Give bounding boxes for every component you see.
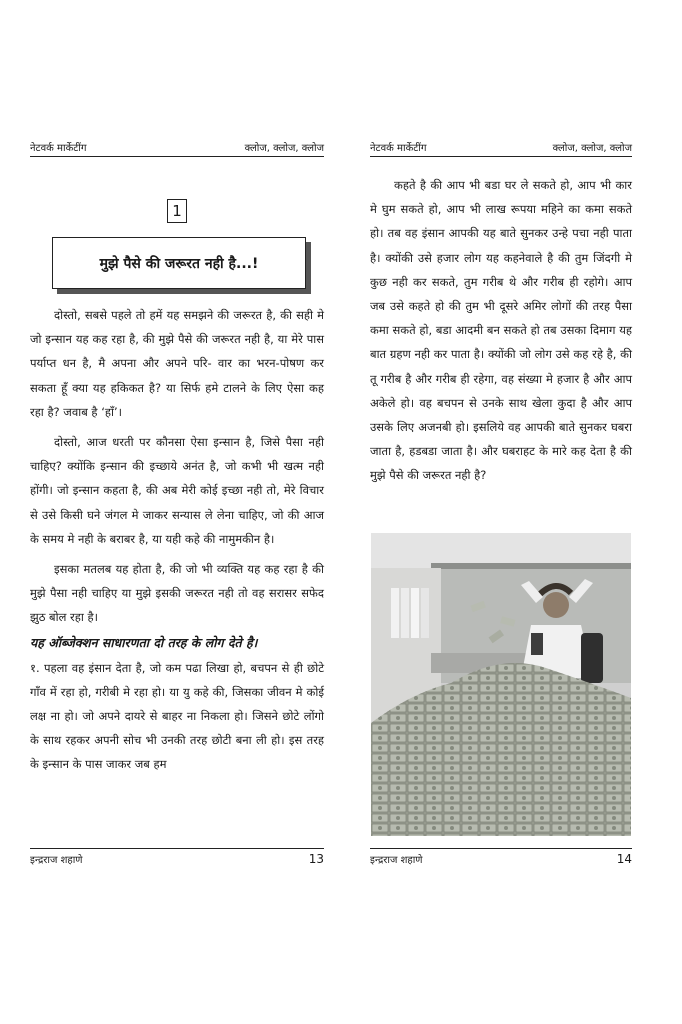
right-running-header [370,140,632,157]
left-paragraph-2: दोस्तो, आज धरती पर कौनसा ऐसा इन्सान है, जिसे पैसा नही चाहिए? क्योंकि इन्सान की इच्छाये अनंत है, जो कभी भी खत्म नही होंगी। जो इन्सान कहता है, की अब मेरी कोई इच्छा नही तो, मेरे विचार से उसे किसी घने जंगल मे जाकर सन्यास ले लेना चाहिए, जो की आज के समय मे नही के बराबर है, या यही कहे की नामुमकीन है। [30,435,324,546]
right-page-number: 14 [616,852,632,866]
right-footer [370,848,632,866]
left-paragraph-1: दोस्तो, सबसे पहले तो हमें यह समझने की जरूरत है, की सही मे जो इन्सान यह कह रहा है, की मुझे पैसे की जरूरत नही है, या मेरे पास पर्याप्त धन है, मै अपना और अपने परि- वार का भरन-पोषण कर सकता हूँ क्या यह हकिकत है? या सिर्फ हमे टालने के लिए ऐसा कह रहा है? जवाब है ‘हाँ’। [30,308,324,419]
left-subheading: यह ऑब्जेक्शन साधारणता दो तरह के लोग देते है। [30,634,258,650]
left-page [30,140,324,777]
left-paragraph-3: इसका मतलब यह होता है, की जो भी व्यक्ति यह कह रहा है की मुझे पैसा नही चाहिए या मुझे इसकी जरूरत नही तो वह सरासर सफेद झुठ बोल रहा है। [30,562,324,625]
right-header-section-title: क्लोज, क्लोज, क्लोज [552,143,632,154]
right-paragraph: कहते है की आप भी बडा घर ले सकते हो, आप भी कार मे घुम सकते हो, आप भी लाख रूपया महिने का कमा सकते हो। तब वह इंसान आपकी यह बाते सुनकर उन्हे पचा नही पाता है। क्योंकी उसे हजार लोग यह कहनेवाले है की तुम जिंदगी मे कुछ नही कर सकते, तुम गरीब थे और गरीब ही रहोगे। आप जब उसे कहते हो की तुम भी दूसरे अमिर लोगों की तरह पैसा कमा सकते हो, बडा आदमी बन सकते हो तब उसका दिमाग यह बात ग्रहण नही कर पाता है। क्योंकी जो लोग उसे कह रहे है, की तू गरीब है और गरीब ही रहेगा, वह संख्या मे हजार है और आप अकेले हो। वह बचपन से उनके साथ खेला कुदा है और आप उसके लिए अजनबी हो। इसलिये वह आपकी बाते सुनकर घबरा जाता है, हडबडा जाता है। और घबराहट के मारे कह देता है की मुझे पैसे की जरूरत नही है? [370,178,632,483]
left-header-book-title: नेटवर्क मार्केटींग [30,143,87,154]
chapter-title: मुझे पैसे की जरूरत नही है...! [99,255,259,272]
chapter-number: 1 [172,202,182,220]
left-footer-author: इन्द्रराज शहाणे [30,855,83,866]
left-header-section-title: क्लोज, क्लोज, क्लोज [244,143,324,154]
left-footer [30,848,324,866]
right-footer-author: इन्द्रराज शहाणे [370,855,423,866]
left-page-number: 13 [308,852,324,866]
right-header-book-title: नेटवर्क मार्केटींग [370,143,427,154]
chapter-number-box [167,199,187,223]
left-running-header [30,140,324,157]
right-page [370,140,632,488]
right-body-text [370,173,632,488]
chapter-title-box [52,237,306,289]
left-numbered-paragraph: १. पहला वह इंसान देता है, जो कम पढा लिखा हो, बचपन से ही छोटे गाँव में रहा हो, गरीबी मे रहा हो। या यु कहे की, जिसका जीवन मे कोई लक्ष ना हो। जो अपने दायरे से बाहर ना निकला हो। जिसने छोटे लोंगो के साथ रहकर अपनी सोच भी उनकी तरह छोटी बना ली हो। इस तरह के इन्सान के पास जाकर जब हम [30,660,324,772]
office-money-photo [371,533,631,836]
left-body-text [30,303,324,777]
